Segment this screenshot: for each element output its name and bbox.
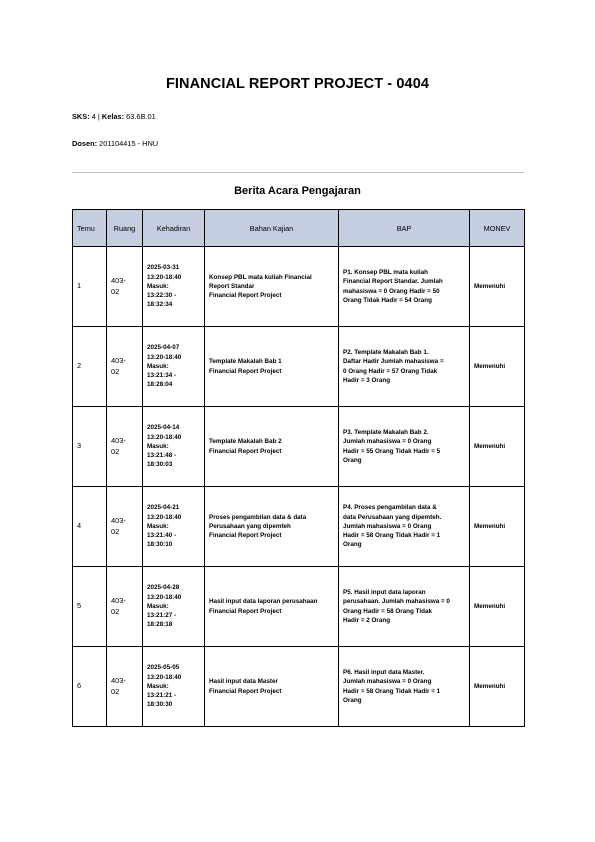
cell-bap-line: Jumlah mahasiswa = 0 Orang	[343, 678, 432, 686]
table-header-row	[73, 210, 525, 247]
cell-kehadiran-line: Masuk:	[147, 602, 169, 610]
table-row	[73, 647, 525, 727]
cell-ruang-line: 403-	[111, 676, 126, 685]
header-monev: MONEV	[470, 210, 525, 247]
cell-bahan-kajian-line: Proses pengambilan data & data	[209, 513, 307, 521]
cell-kehadiran-line: Masuk:	[147, 522, 169, 530]
cell-bahan-kajian	[205, 327, 339, 407]
cell-bap-line: P3. Template Makalah Bab 2.	[343, 428, 429, 436]
cell-kehadiran	[143, 647, 205, 727]
cell-monev: Memenuhi	[470, 247, 525, 327]
sks-value: 4	[91, 112, 96, 121]
cell-bahan-kajian-line: Financial Report Project	[209, 532, 282, 540]
cell-temu: 2	[73, 327, 107, 407]
cell-bahan-kajian	[205, 487, 339, 567]
cell-kehadiran-line: 13:20-18:40	[147, 433, 182, 441]
cell-kehadiran	[143, 487, 205, 567]
cell-kehadiran-line: 2025-04-14	[147, 424, 180, 432]
kelas-value: 63.6B.01	[126, 112, 156, 121]
cell-bahan-kajian-line: Template Makalah Bab 2	[209, 438, 282, 446]
cell-kehadiran-line: 2025-04-07	[147, 344, 180, 352]
cell-bap	[339, 647, 470, 727]
kelas-label: Kelas:	[101, 112, 125, 121]
cell-ruang-line: 403-	[111, 516, 126, 525]
cell-kehadiran-line: 13:20-18:40	[147, 673, 182, 681]
cell-bap-line: Hadir = 55 Orang Tidak Hadir = 5	[343, 447, 441, 455]
cell-bap-line: Hadir = 58 Orang Tidak Hadir = 1	[343, 532, 441, 540]
cell-ruang-line: 02	[111, 366, 120, 376]
cell-bap-line: Daftar Hadir Jumlah mahasiswa =	[343, 358, 444, 366]
cell-bap-line: Hadir = 3 Orang	[343, 376, 391, 384]
cell-kehadiran-line: 2025-05-05	[147, 664, 180, 672]
cell-ruang-line: 403-	[111, 436, 126, 445]
cell-kehadiran-line: 13:20-18:40	[147, 353, 182, 361]
cell-bahan-kajian-line: Template Makalah Bab 1	[209, 358, 282, 366]
cell-kehadiran-line: 18:28:18	[147, 621, 173, 629]
cell-kehadiran	[143, 407, 205, 487]
cell-bap	[339, 487, 470, 567]
cell-kehadiran-line: 13:20-18:40	[147, 273, 182, 281]
cell-kehadiran-line: 18:30:10	[147, 541, 173, 549]
cell-bahan-kajian	[205, 567, 339, 647]
header-bap: BAP	[339, 210, 470, 247]
dosen-value: 201104415 - HNU	[99, 139, 159, 148]
cell-kehadiran-line: 18:28:04	[147, 381, 173, 389]
cell-bahan-kajian-line: Financial Report Project	[209, 447, 282, 455]
cell-bap-line: 0 Orang Hadir = 57 Orang Tidak	[343, 367, 438, 375]
cell-temu: 5	[73, 567, 107, 647]
cell-temu: 4	[73, 487, 107, 567]
cell-bahan-kajian-line: Hasil input data Master	[209, 678, 278, 686]
table-row	[73, 327, 525, 407]
cell-bap-line: Orang	[343, 541, 362, 549]
cell-ruang-line: 02	[111, 606, 120, 616]
cell-bap-line: Orang Hadir = 58 Orang Tidak	[343, 607, 432, 615]
cell-bap	[339, 407, 470, 487]
cell-kehadiran-line: 13:20-18:40	[147, 513, 182, 521]
cell-bap	[339, 247, 470, 327]
cell-bap-line: Orang	[343, 456, 362, 464]
cell-monev: Memenuhi	[470, 487, 525, 567]
cell-monev: Memenuhi	[470, 647, 525, 727]
cell-temu: 3	[73, 407, 107, 487]
course-meta	[72, 112, 156, 121]
cell-kehadiran-line: Masuk:	[147, 682, 169, 690]
table-row	[73, 487, 525, 567]
sks-label: SKS:	[72, 112, 90, 121]
cell-ruang	[107, 647, 143, 727]
cell-bap-line: Jumlah mahasiswa = 0 Orang	[343, 522, 432, 530]
cell-kehadiran	[143, 567, 205, 647]
table-row	[73, 567, 525, 647]
cell-kehadiran-line: Masuk:	[147, 362, 169, 370]
cell-kehadiran-line: 18:32:34	[147, 301, 173, 309]
cell-kehadiran-line: 2025-03-31	[147, 264, 180, 272]
cell-bahan-kajian-line: Konsep PBL mata kuliah Financial	[209, 273, 312, 281]
table-row	[73, 247, 525, 327]
cell-kehadiran-line: Masuk:	[147, 442, 169, 450]
cell-ruang-line: 02	[111, 526, 120, 536]
cell-bahan-kajian-line: Financial Report Project	[209, 292, 282, 300]
cell-kehadiran-line: 13:20-18:40	[147, 593, 182, 601]
cell-kehadiran-line: 2025-04-28	[147, 584, 180, 592]
cell-temu: 1	[73, 247, 107, 327]
cell-ruang	[107, 567, 143, 647]
cell-kehadiran	[143, 327, 205, 407]
cell-ruang	[107, 327, 143, 407]
cell-bahan-kajian	[205, 647, 339, 727]
cell-monev: Memenuhi	[470, 327, 525, 407]
cell-ruang-line: 403-	[111, 276, 126, 285]
cell-bahan-kajian-line: Report Standar	[209, 282, 255, 290]
cell-bap-line: Orang Tidak Hadir = 54 Orang	[343, 296, 432, 304]
cell-bap-line: Hadir = 2 Orang	[343, 616, 391, 624]
cell-ruang-line: 02	[111, 686, 120, 696]
cell-kehadiran-line: 13:21:40 -	[147, 532, 177, 540]
cell-bahan-kajian-line: Hasil input data laporan perusahaan	[209, 598, 318, 606]
cell-bap-line: P1. Konsep PBL mata kuliah	[343, 268, 428, 276]
cell-bahan-kajian	[205, 247, 339, 327]
cell-bap-line: P6. Hasil input data Master.	[343, 668, 425, 676]
cell-bap	[339, 567, 470, 647]
cell-kehadiran-line: 18:30:03	[147, 461, 173, 469]
lecturer-meta	[72, 139, 158, 148]
cell-ruang-line: 403-	[111, 356, 126, 365]
cell-bap-line: Orang	[343, 696, 362, 704]
cell-bahan-kajian-line: Perusahaan yang dipemteh	[209, 522, 291, 530]
header-temu: Temu	[73, 210, 107, 247]
header-ruang: Ruang	[107, 210, 143, 247]
cell-bahan-kajian-line: Financial Report Project	[209, 367, 282, 375]
cell-kehadiran-line: 13:21:21 -	[147, 692, 177, 700]
page-title: FINANCIAL REPORT PROJECT - 0404	[165, 76, 430, 92]
cell-bahan-kajian-line: Financial Report Project	[209, 687, 282, 695]
cell-ruang-line: 02	[111, 286, 120, 296]
section-title: Berita Acara Pengajaran	[234, 185, 361, 197]
cell-bap-line: P2. Template Makalah Bab 1.	[343, 348, 429, 356]
cell-kehadiran-line: 2025-04-21	[147, 504, 180, 512]
meta-separator: |	[97, 112, 100, 121]
cell-ruang-line: 02	[111, 446, 120, 456]
cell-monev: Memenuhi	[470, 567, 525, 647]
cell-bap-line: mahasiswa = 0 Orang Hadir = 50	[343, 287, 440, 295]
cell-bap	[339, 327, 470, 407]
cell-kehadiran-line: 13:21:27 -	[147, 612, 177, 620]
cell-kehadiran-line: 13:21:34 -	[147, 372, 177, 380]
cell-bap-line: perusahaan. Jumlah mahasiswa = 0	[343, 598, 450, 606]
cell-ruang	[107, 407, 143, 487]
cell-temu: 6	[73, 647, 107, 727]
divider	[72, 172, 524, 173]
cell-ruang	[107, 487, 143, 567]
cell-bap-line: P5. Hasil input data laporan	[343, 588, 426, 596]
cell-bap-line: P4. Proses pengambilan data &	[343, 504, 437, 512]
cell-kehadiran-line: 13:22:30 -	[147, 292, 177, 300]
teaching-report-table	[72, 209, 525, 727]
cell-bap-line: Jumlah mahasiswa = 0 Orang	[343, 438, 432, 446]
dosen-label: Dosen:	[72, 139, 98, 148]
cell-bahan-kajian	[205, 407, 339, 487]
cell-kehadiran-line: 18:30:30	[147, 701, 173, 709]
cell-kehadiran-line: Masuk:	[147, 282, 169, 290]
cell-bap-line: Financial Report Standar. Jumlah	[343, 278, 443, 286]
cell-ruang	[107, 247, 143, 327]
cell-bap-line: data Perusahaan yang dipemteh.	[343, 513, 442, 521]
header-bahan-kajian: Bahan Kajian	[205, 210, 339, 247]
cell-kehadiran	[143, 247, 205, 327]
cell-monev: Memenuhi	[470, 407, 525, 487]
cell-kehadiran-line: 13:21:48 -	[147, 452, 177, 460]
cell-ruang-line: 403-	[111, 596, 126, 605]
table-row	[73, 407, 525, 487]
header-kehadiran: Kehadiran	[143, 210, 205, 247]
cell-bap-line: Hadir = 58 Orang Tidak Hadir = 1	[343, 687, 441, 695]
cell-bahan-kajian-line: Financial Report Project	[209, 607, 282, 615]
